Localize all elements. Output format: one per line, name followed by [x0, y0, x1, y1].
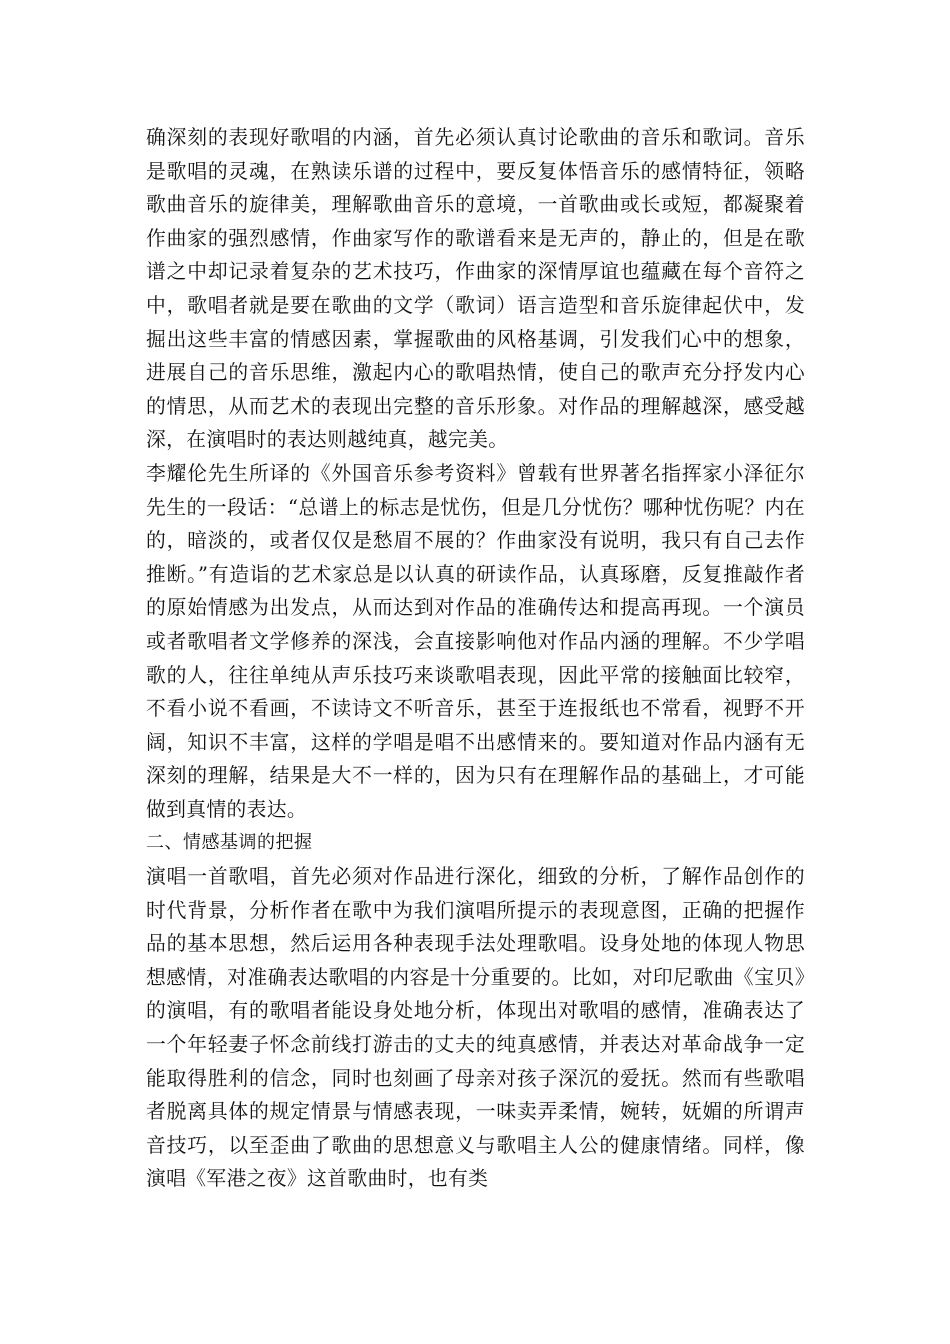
paragraph-3: 演唱一首歌唱，首先必须对作品进行深化，细致的分析，了解作品创作的时代背景，分析作者在歌中为我们演唱所提示的表现意图，正确的把握作品的基本思想，然后运用各种表现手法处理歌唱。设身处地的体现人物思想感情，对准确表达歌唱的内容是十分重要的。比如，对印尼歌曲《宝贝》的演唱，有的歌唱者能设身处地分析，体现出对歌唱的感情，准确表达了一个年轻妻子怀念前线打游击的丈夫的纯真感情，并表达对革命战争一定能取得胜利的信念，同时也刻画了母亲对孩子深沉的爱抚。然而有些歌唱者脱离具体的规定情景与情感表现，一味卖弄柔情，婉转，妩媚的所谓声音技巧，以至歪曲了歌曲的思想意义与歌唱主人公的健康情绪。同样，像演唱《军港之夜》这首歌曲时，也有类: [146, 865, 805, 1191]
section-heading: 二、情感基调的把握: [146, 832, 313, 854]
document-body: [146, 121, 805, 1196]
paragraph-2: 李耀伦先生所译的《外国音乐参考资料》曾载有世界著名指挥家小泽征尔先生的一段话：“总谱上的标志是忧伤，但是几分忧伤？哪种忧伤呢？内在的，暗淡的，或者仅仅是愁眉不展的？作曲家没有说明，我只有自己去作推断。”有造诣的艺术家总是以认真的研读作品，认真琢磨，反复推敲作者的原始情感为出发点，从而达到对作品的准确传达和提高再现。一个演员或者歌唱者文学修养的深浅，会直接影响他对作品内涵的理解。不少学唱歌的人，往往单纯从声乐技巧来谈歌唱表现，因此平常的接触面比较窄，不看小说不看画，不读诗文不听音乐，甚至于连报纸也不常看，视野不开阔，知识不丰富，这样的学唱是唱不出感情来的。要知道对作品内涵有无深刻的理解，结果是大不一样的，因为只有在理解作品的基础上，才可能做到真情的表达。: [146, 461, 805, 821]
paragraph-1: 确深刻的表现好歌唱的内涵，首先必须认真讨论歌曲的音乐和歌词。音乐是歌唱的灵魂，在熟读乐谱的过程中，要反复体悟音乐的感情特征，领略歌曲音乐的旋律美，理解歌曲音乐的意境，一首歌曲或长或短，都凝聚着作曲家的强烈感情，作曲家写作的歌谱看来是无声的，静止的，但是在歌谱之中却记录着复杂的艺术技巧，作曲家的深情厚谊也蕴藏在每个音符之中，歌唱者就是要在歌曲的文学（歌词）语言造型和音乐旋律起伏中，发掘出这些丰富的情感因素，掌握歌曲的风格基调，引发我们心中的想象，进展自己的音乐思维，激起内心的歌唱热情，使自己的歌声充分抒发内心的情思，从而艺术的表现出完整的音乐形象。对作品的理解越深，感受越深，在演唱时的表达则越纯真，越完美。: [146, 126, 805, 452]
